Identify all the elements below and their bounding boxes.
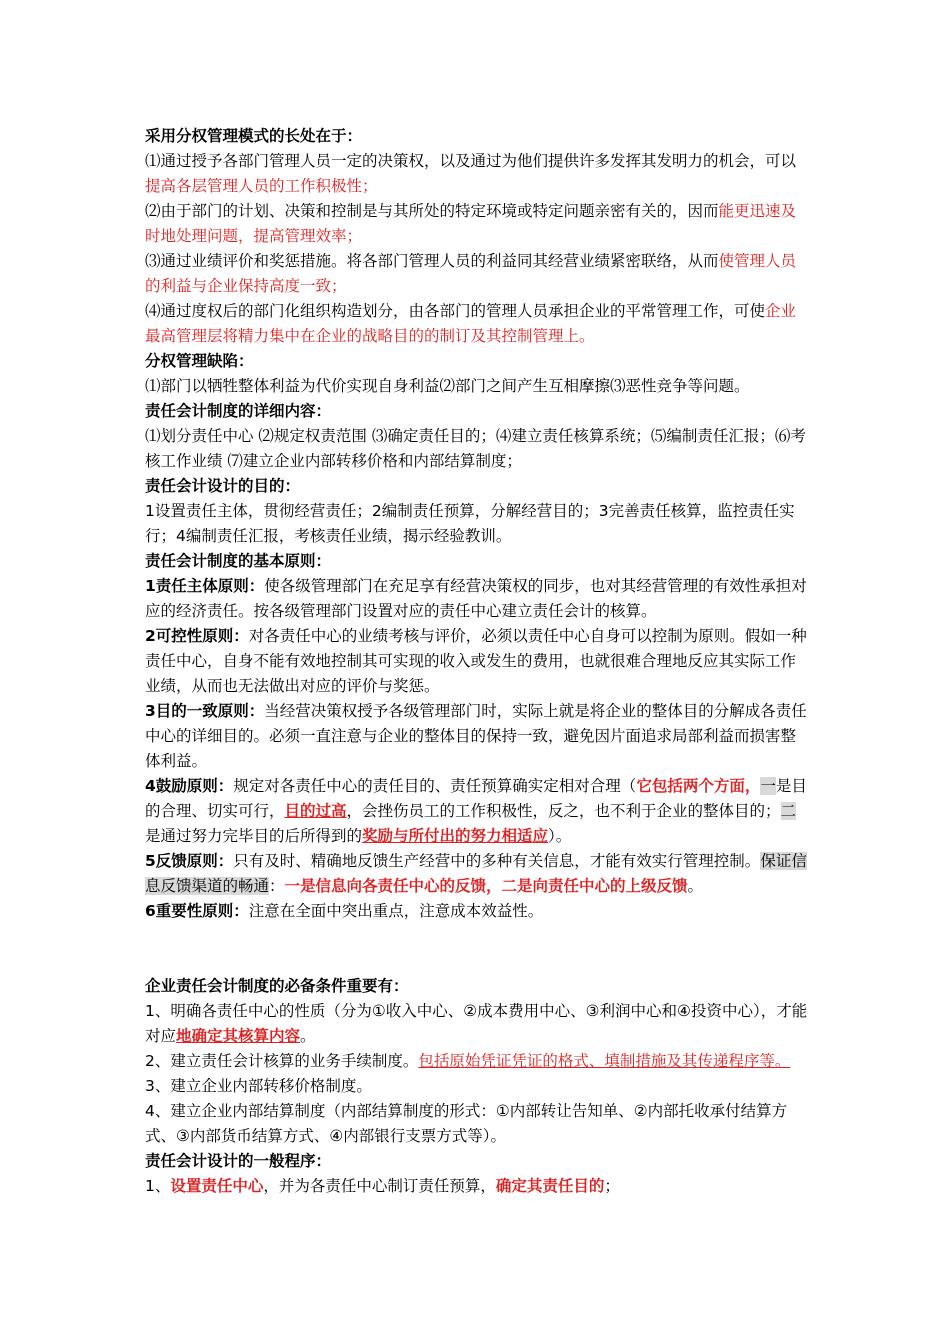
advantage-2 [145, 199, 810, 249]
principle-4-text-e: ）。 [548, 827, 572, 845]
advantage-4-text: ⑷通过度权后的部门化组织构造划分，由各部门的管理人员承担企业的平常管理工作，可使 [145, 302, 766, 320]
principle-5-colon: ： [269, 877, 285, 895]
principle-5 [145, 849, 810, 899]
procedure-1-highlight-b: 确定其责任目的 [495, 1177, 605, 1195]
principle-5-text-a: 只有及时、精确地反馈生产经营中的多种有关信息，才能有效实行管理控制。 [233, 852, 761, 870]
principle-1 [145, 574, 810, 624]
heading-system-content: 责任会计制度的详细内容： [145, 402, 332, 420]
principle-4-highlight-a: 它包括两个方面， [636, 777, 761, 795]
advantage-3-highlight: 使管理人员的利益与企业保持高度一致； [145, 252, 797, 295]
principle-4-text-d: 是通过努力完毕目的后所得到的 [145, 827, 363, 845]
advantage-4 [145, 299, 810, 349]
procedure-1-number: 1、 [145, 1177, 171, 1195]
condition-1 [145, 999, 810, 1049]
principle-5-end: 。 [687, 877, 704, 895]
principle-3-text: 当经营决策权授予各级管理部门时，实际上就是将企业的整体目的分解成各责任中心的详细目的。必须一直注意与企业的整体目的保持一致，避免因片面追求局部利益而损害整体利益。 [145, 702, 807, 770]
condition-4: 4、建立企业内部结算制度（内部结算制度的形式：①内部转让告知单、②内部托收承付结算方式、③内部货币结算方式、④内部银行支票方式等）。 [145, 1102, 788, 1145]
principle-6-text: 注意在全面中突出重点，注意成本效益性。 [248, 902, 544, 920]
advantage-2-text: ⑵由于部门的计划、决策和控制是与其所处的特定环境或特定问题亲密有关的，因而 [145, 202, 719, 220]
advantage-2-highlight: 能更迅速及时地处理问题，提高管理效率； [145, 202, 797, 245]
principle-4-text-b: 是目的合理、切实可行， [145, 777, 807, 820]
heading-design-purpose: 责任会计设计的目的： [145, 477, 301, 495]
condition-2-highlight: 包括原始凭证凭证的格式、填制措施及其传递程序等。 [418, 1052, 791, 1070]
principle-6-label: 6重要性原则： [145, 902, 249, 920]
advantage-1-text: ⑴通过授予各部门管理人员一定的决策权，以及通过为他们提供许多发挥其发明力的机会，可以 [145, 152, 797, 170]
principle-5-highlight: 一是信息向各责任中心的反馈，二是向责任中心的上级反馈 [284, 877, 688, 895]
principle-4-second: 二 [780, 802, 797, 820]
system-content-text: ⑴划分责任中心 ⑵规定权责范围 ⑶确定责任目的；⑷建立责任核算系统；⑸编制责任汇报；⑹考核工作业绩 ⑺建立企业内部转移价格和内部结算制度； [145, 427, 806, 470]
design-purpose-text: 1设置责任主体，贯彻经营责任；2编制责任预算，分解经营目的；3完善责任核算，监控责任实行；4编制责任汇报，考核责任业绩，揭示经验教训。 [145, 502, 795, 545]
principle-4-highlight-c: 奖励与所付出的努力相适应 [362, 827, 549, 845]
principle-4 [145, 774, 810, 849]
principle-3 [145, 699, 810, 774]
principle-4-label: 4鼓励原则： [145, 777, 234, 795]
principle-4-text-c: ，会挫伤员工的工作积极性，反之，也不利于企业的整体目的； [346, 802, 781, 820]
principle-5-shaded: 保证信息反馈渠道的畅通 [145, 852, 807, 895]
principle-6 [145, 899, 810, 924]
advantage-3-text: ⑶通过业绩评价和奖惩措施。将各部门管理人员的利益同其经营业绩紧密联络，从而 [145, 252, 719, 270]
heading-decentralization-drawbacks: 分权管理缺陷： [145, 352, 254, 370]
procedure-1 [145, 1174, 810, 1199]
principle-2 [145, 624, 810, 699]
principle-4-highlight-b: 目的过高 [284, 802, 347, 820]
heading-general-procedure: 责任会计设计的一般程序： [145, 1152, 332, 1170]
principle-3-label: 3目的一致原则： [145, 702, 265, 720]
condition-2-text: 2、建立责任会计核算的业务手续制度。 [145, 1052, 419, 1070]
principle-4-first: 一 [760, 777, 776, 795]
condition-3: 3、建立企业内部转移价格制度。 [145, 1077, 372, 1095]
section-spacer [145, 924, 810, 974]
condition-1-highlight: 地确定其核算内容 [176, 1027, 301, 1045]
advantage-1-highlight: 提高各层管理人员的工作积极性； [145, 177, 378, 195]
principle-1-label: 1责任主体原则： [145, 577, 265, 595]
condition-1-end: 。 [300, 1027, 316, 1045]
condition-1-text: 1、明确各责任中心的性质（分为①收入中心、②成本费用中心、③利润中心和④投资中心），才能对应 [145, 1002, 808, 1045]
heading-required-conditions: 企业责任会计制度的必备条件重要有： [145, 977, 409, 995]
advantage-4-highlight: 企业最高管理层将精力集中在企业的战略目的的制订及其控制管理上。 [145, 302, 797, 345]
advantage-3 [145, 249, 810, 299]
advantage-1 [145, 149, 810, 199]
drawbacks-text: ⑴部门以牺牲整体利益为代价实现自身利益⑵部门之间产生互相摩擦⑶恶性竞争等问题。 [145, 377, 750, 395]
principle-4-text-a: 规定对各责任中心的责任目的、责任预算确实定相对合理（ [233, 777, 637, 795]
condition-2 [145, 1049, 810, 1074]
principle-2-label: 2可控性原则： [145, 627, 249, 645]
principle-5-label: 5反馈原则： [145, 852, 234, 870]
procedure-1-text: ，并为各责任中心制订责任预算， [263, 1177, 496, 1195]
document-page [145, 124, 810, 1199]
procedure-1-end: ； [604, 1177, 620, 1195]
principle-2-text: 对各责任中心的业绩考核与评价，必须以责任中心自身可以控制为原则。假如一种责任中心，自身不能有效地控制其可实现的收入或发生的费用，也就很难合理地反应其实际工作业绩，从而也无法做出对应的评价与奖惩。 [145, 627, 807, 695]
heading-decentralization-advantages: 采用分权管理模式的长处在于： [145, 127, 363, 145]
heading-basic-principles: 责任会计制度的基本原则： [145, 552, 332, 570]
principle-1-text: 使各级管理部门在充足享有经营决策权的同步，也对其经营管理的有效性承担对应的经济责任。按各级管理部门设置对应的责任中心建立责任会计的核算。 [145, 577, 807, 620]
procedure-1-highlight-a: 设置责任中心 [170, 1177, 264, 1195]
